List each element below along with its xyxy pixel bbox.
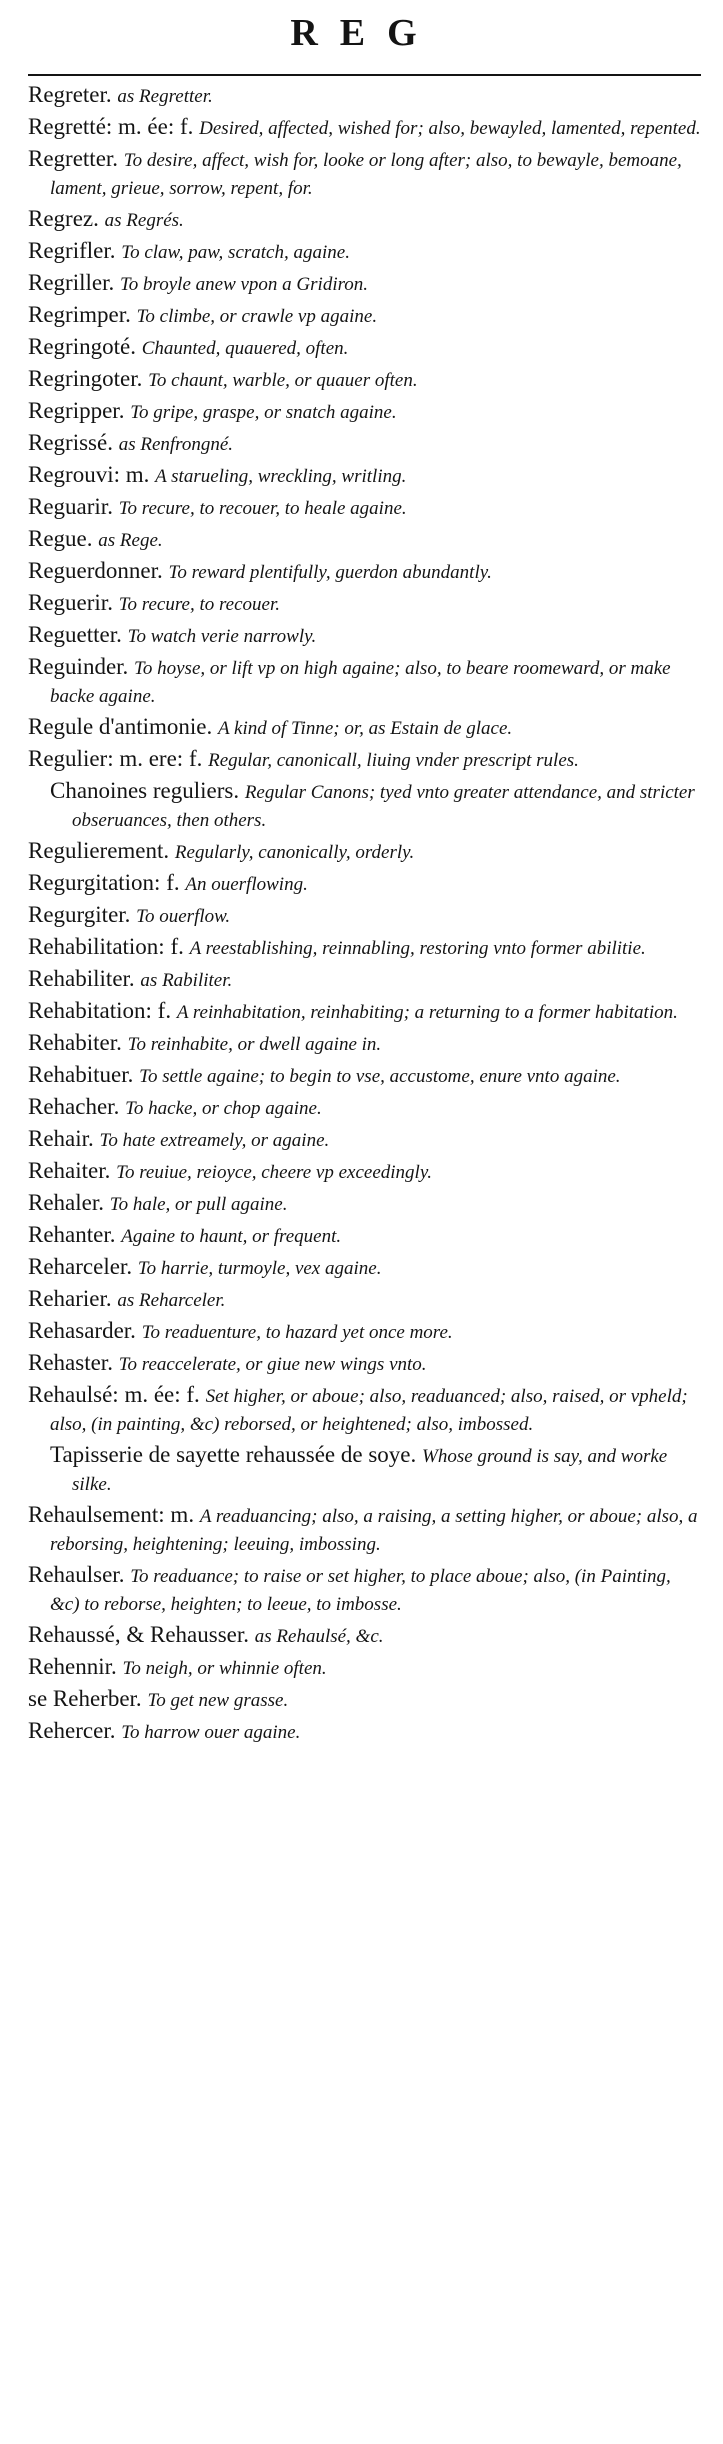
entry-headword: Chanoines reguliers.: [50, 778, 240, 803]
dictionary-entry: [28, 902, 701, 930]
entry-headword: Rehercer.: [28, 1718, 116, 1743]
entry-definition: To watch verie narrowly.: [127, 626, 317, 647]
entry-headword: Rehabitation: f.: [28, 998, 172, 1023]
entry-headword: Regringoter.: [28, 366, 143, 391]
entry-headword: Reguarir.: [28, 494, 113, 519]
entry-headword: Rehaulser.: [28, 1562, 125, 1587]
dictionary-entry: [28, 1158, 701, 1186]
dictionary-entry: [28, 1350, 701, 1378]
entry-definition: To readuance; to raise or set higher, to place aboue; also, (in Painting, &c) to reborse, heighten; to leeue, to imbosse.: [50, 1566, 671, 1615]
entry-headword: Regurgitation: f.: [28, 870, 180, 895]
dictionary-entry: [28, 1126, 701, 1154]
entry-definition: To desire, affect, wish for, looke or long after; also, to bewayle, bemoane, lament, grieue, sorrow, repent, for.: [50, 150, 682, 199]
dictionary-entry: [28, 1382, 701, 1438]
dictionary-entry: [28, 302, 701, 330]
entry-headword: Rehabiliter.: [28, 966, 135, 991]
entry-headword: Reguerir.: [28, 590, 113, 615]
entry-headword: Reharceler.: [28, 1254, 133, 1279]
dictionary-entry: [28, 1094, 701, 1122]
entry-headword: Rehabituer.: [28, 1062, 134, 1087]
dictionary-entry: [28, 1254, 701, 1282]
dictionary-entry: [28, 590, 701, 618]
entry-definition: To broyle anew vpon a Gridiron.: [119, 274, 369, 295]
entry-definition: A kind of Tinne; or, as Estain de glace.: [218, 718, 513, 739]
entry-headword: Rehabiter.: [28, 1030, 122, 1055]
dictionary-entry: [28, 714, 701, 742]
entry-definition: To hate extreamely, or againe.: [99, 1130, 330, 1151]
entry-definition: as Rabiliter.: [140, 970, 233, 991]
entry-definition: To chaunt, warble, or quauer often.: [148, 370, 418, 391]
entry-definition: Chaunted, quauered, often.: [141, 338, 349, 359]
entry-headword: Rehacher.: [28, 1094, 120, 1119]
dictionary-entry: [28, 494, 701, 522]
dictionary-entry: [28, 1442, 701, 1498]
entry-definition: To ouerflow.: [136, 906, 231, 927]
entry-definition: To reuiue, reioyce, cheere vp exceedingly.: [116, 1162, 432, 1183]
entry-definition: To climbe, or crawle vp againe.: [136, 306, 378, 327]
entry-headword: Reguerdonner.: [28, 558, 163, 583]
dictionary-entry: [28, 1318, 701, 1346]
entry-headword: Regriller.: [28, 270, 115, 295]
entry-definition: as Rege.: [98, 530, 163, 551]
entry-definition: To reaccelerate, or giue new wings vnto.: [118, 1354, 427, 1375]
entry-headword: Rehasarder.: [28, 1318, 136, 1343]
entry-headword: Regule d'antimonie.: [28, 714, 213, 739]
entry-definition: To readuenture, to hazard yet once more.: [141, 1322, 453, 1343]
dictionary-entry: [28, 746, 701, 774]
entry-definition: as Reharceler.: [117, 1290, 226, 1311]
entry-headword: Regrifler.: [28, 238, 116, 263]
entry-definition: To reward plentifully, guerdon abundantly.: [168, 562, 492, 583]
entry-definition: An ouerflowing.: [185, 874, 308, 895]
entry-headword: Regulierement.: [28, 838, 170, 863]
entry-definition: A reestablishing, reinnabling, restoring vnto former abilitie.: [189, 938, 646, 959]
entry-headword: Rehennir.: [28, 1654, 117, 1679]
dictionary-entry: [28, 1062, 701, 1090]
entry-headword: Regrez.: [28, 206, 99, 231]
entry-definition: To hoyse, or lift vp on high againe; also, to beare roomeward, or make backe againe.: [50, 658, 671, 707]
entry-headword: Regringoté.: [28, 334, 136, 359]
dictionary-entry: [28, 778, 701, 834]
entry-headword: Regretter.: [28, 146, 119, 171]
entry-headword: Rehaiter.: [28, 1158, 111, 1183]
entry-headword: Reguetter.: [28, 622, 122, 647]
entry-definition: To harrow ouer againe.: [121, 1722, 301, 1743]
dictionary-entry: [28, 1686, 701, 1714]
entry-headword: se Reherber.: [28, 1686, 142, 1711]
entry-definition: A readuancing; also, a raising, a setting higher, or aboue; also, a reborsing, heightening; leeuing, imbossing.: [50, 1506, 698, 1555]
dictionary-entry: [28, 1718, 701, 1746]
entry-definition: To gripe, graspe, or snatch againe.: [130, 402, 397, 423]
dictionary-entry: [28, 462, 701, 490]
entry-definition: To recure, to recouer.: [118, 594, 281, 615]
entry-definition: Desired, affected, wished for; also, bewayled, lamented, repented.: [199, 118, 701, 139]
entry-headword: Regrouvi: m.: [28, 462, 150, 487]
entry-headword: Regulier: m. ere: f.: [28, 746, 203, 771]
entry-definition: Whose ground is say, and worke silke.: [72, 1446, 668, 1495]
entry-definition: Againe to haunt, or frequent.: [121, 1226, 342, 1247]
entry-list: [28, 82, 701, 1746]
entry-headword: Regue.: [28, 526, 93, 551]
dictionary-entry: [28, 398, 701, 426]
entry-headword: Tapisserie de sayette rehaussée de soye.: [50, 1442, 417, 1467]
dictionary-entry: [28, 1502, 701, 1558]
entry-headword: Rehanter.: [28, 1222, 116, 1247]
entry-headword: Rehaler.: [28, 1190, 104, 1215]
dictionary-entry: [28, 998, 701, 1026]
dictionary-entry: [28, 1622, 701, 1650]
entry-headword: Reharier.: [28, 1286, 112, 1311]
entry-definition: as Regrés.: [104, 210, 184, 231]
dictionary-entry: [28, 1222, 701, 1250]
entry-headword: Rehair.: [28, 1126, 94, 1151]
dictionary-entry: [28, 838, 701, 866]
entry-definition: Set higher, or aboue; also, readuanced; also, raised, or vpheld; also, (in painting, &c) reborsed, or heightened; also, imbossed.: [50, 1386, 688, 1435]
entry-definition: Regular Canons; tyed vnto greater attendance, and stricter obseruances, then others.: [72, 782, 695, 831]
entry-definition: To recure, to recouer, to heale againe.: [118, 498, 407, 519]
entry-headword: Rehaulsement: m.: [28, 1502, 195, 1527]
dictionary-entry: [28, 966, 701, 994]
entry-headword: Regrissé.: [28, 430, 113, 455]
dictionary-entry: [28, 654, 701, 710]
entry-definition: as Renfrongné.: [118, 434, 234, 455]
dictionary-entry: [28, 526, 701, 554]
entry-definition: To claw, paw, scratch, againe.: [121, 242, 350, 263]
entry-headword: Regretté: m. ée: f.: [28, 114, 194, 139]
dictionary-entry: [28, 334, 701, 362]
entry-headword: Regrimper.: [28, 302, 131, 327]
entry-definition: Regular, canonicall, liuing vnder prescript rules.: [208, 750, 579, 771]
entry-headword: Rehaulsé: m. ée: f.: [28, 1382, 200, 1407]
entry-definition: To reinhabite, or dwell againe in.: [127, 1034, 382, 1055]
entry-headword: Rehaster.: [28, 1350, 113, 1375]
entry-definition: To neigh, or whinnie often.: [122, 1658, 327, 1679]
dictionary-entry: [28, 238, 701, 266]
dictionary-entry: [28, 270, 701, 298]
page-header: REG: [290, 12, 439, 54]
dictionary-entry: [28, 558, 701, 586]
entry-headword: Rehabilitation: f.: [28, 934, 184, 959]
dictionary-entry: [28, 430, 701, 458]
entry-headword: Regripper.: [28, 398, 125, 423]
entry-definition: as Regretter.: [117, 86, 213, 107]
header-rule: [28, 74, 701, 76]
entry-definition: as Rehaulsé, &c.: [254, 1626, 384, 1647]
dictionary-entry: [28, 206, 701, 234]
entry-definition: A reinhabitation, reinhabiting; a returning to a former habitation.: [176, 1002, 678, 1023]
dictionary-entry: [28, 146, 701, 202]
dictionary-entry: [28, 870, 701, 898]
entry-definition: To get new grasse.: [147, 1690, 289, 1711]
dictionary-entry: [28, 1654, 701, 1682]
entry-headword: Regurgiter.: [28, 902, 131, 927]
dictionary-entry: [28, 1030, 701, 1058]
entry-definition: Regularly, canonically, orderly.: [174, 842, 415, 863]
dictionary-entry: [28, 82, 701, 110]
entry-definition: To settle againe; to begin to vse, accustome, enure vnto againe.: [139, 1066, 621, 1087]
dictionary-entry: [28, 934, 701, 962]
dictionary-entry: [28, 1562, 701, 1618]
dictionary-entry: [28, 114, 701, 142]
dictionary-entry: [28, 1190, 701, 1218]
entry-headword: Regreter.: [28, 82, 112, 107]
entry-definition: To hale, or pull againe.: [109, 1194, 288, 1215]
entry-definition: To hacke, or chop againe.: [125, 1098, 322, 1119]
dictionary-entry: [28, 1286, 701, 1314]
entry-definition: To harrie, turmoyle, vex againe.: [137, 1258, 382, 1279]
dictionary-entry: [28, 366, 701, 394]
entry-headword: Rehaussé, & Rehausser.: [28, 1622, 250, 1647]
dictionary-entry: [28, 622, 701, 650]
entry-headword: Reguinder.: [28, 654, 129, 679]
entry-definition: A starueling, wreckling, writling.: [155, 466, 407, 487]
